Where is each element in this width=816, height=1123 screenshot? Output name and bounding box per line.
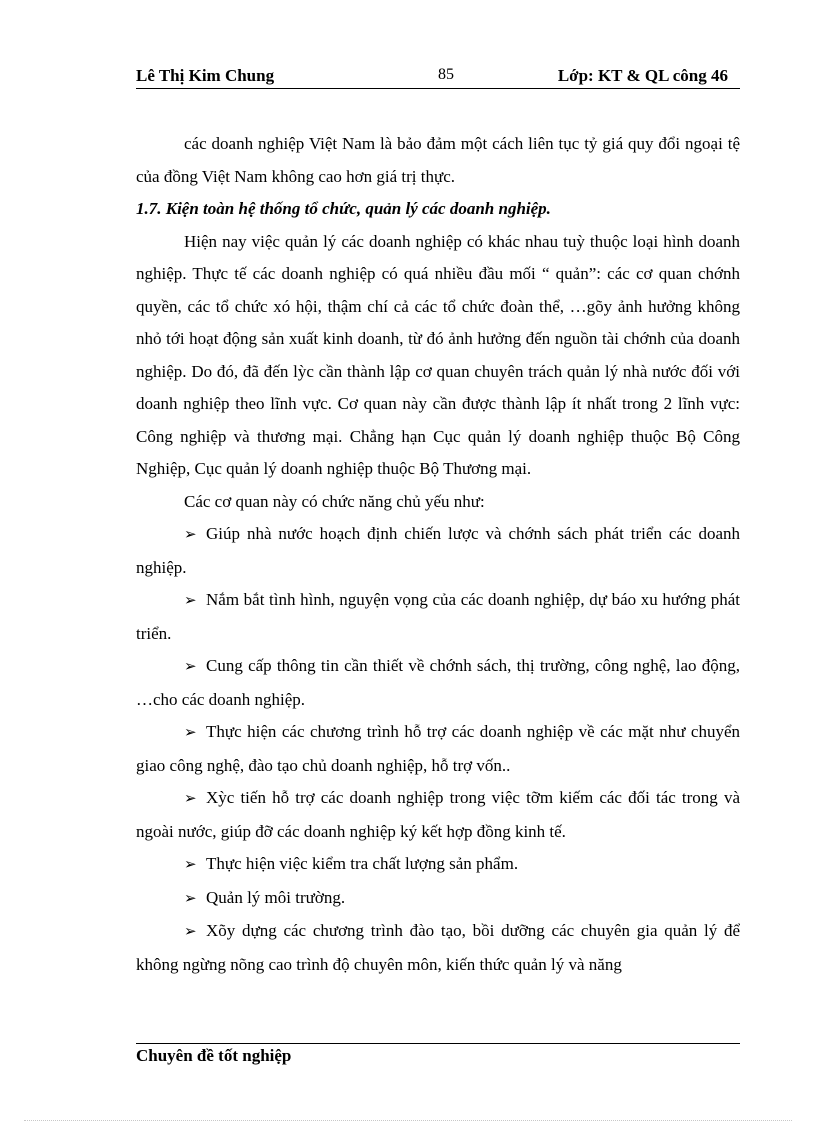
bullet-text: Cung cấp thông tin cần thiết về chớnh sách, thị trường, công nghệ, lao động, …cho các doanh nghiệp. [136,656,740,709]
section-heading: 1.7. Kiện toàn hệ thống tổ chức, quản lý các doanh nghiệp. [136,199,551,218]
page-number: 85 [438,66,454,83]
bullet-text: Quản lý môi trường. [206,887,346,907]
paragraph-main: Hiện nay việc quản lý các doanh nghiệp có khác nhau tuỳ thuộc loại hình doanh nghiệp. Thực tế các doanh nghiệp có quá nhiều đầu mối “ quản”: các cơ quan chớnh quyền, các tổ chức xó hội, thậm chí cả các tổ chức đoàn thể, …gõy ảnh hưởng không nhỏ tới hoạt động sản xuất kinh doanh, từ đó ảnh hưởng đến nguồn tài chớnh của doanh nghiệp. Do đó, đã đến lỳc cần thành lập cơ quan chuyên trách quản lý nhà nước đối với doanh nghiệp theo lĩnh vực. Cơ quan này cần được thành lập ít nhất trong 2 lĩnh vực: Công nghiệp và thương mại. Chẳng hạn Cục quản lý doanh nghiệp thuộc Bộ Công Nghiệp, Cục quản lý doanh nghiệp thuộc Bộ Thương mại. [136,231,740,478]
bullet-item [136,518,740,584]
page-bottom-border [24,1120,792,1121]
bullet-item [136,915,740,981]
paragraph-functions-intro: Các cơ quan này có chức năng chủ yếu như: [184,491,485,511]
arrowhead-bullet-icon: ➢ [184,890,197,907]
arrowhead-bullet-icon: ➢ [184,659,197,675]
header-divider [136,88,740,89]
arrowhead-bullet-icon: ➢ [184,593,197,609]
bullet-item [136,882,740,916]
bullet-item [136,584,740,650]
arrowhead-bullet-icon: ➢ [184,924,197,940]
bullet-text: Giúp nhà nước hoạch định chiến lược và chớnh sách phát triển các doanh nghiệp. [136,524,740,577]
header-author: Lê Thị Kim Chung [136,66,275,85]
bullet-text: Xõy dựng các chương trình đào tạo, bồi dưỡng các chuyên gia quản lý để không ngừng nõng cao trình độ chuyên môn, kiến thức quản lý và năng [136,921,740,974]
arrowhead-bullet-icon: ➢ [184,857,197,873]
bullet-text: Thực hiện việc kiểm tra chất lượng sản phẩm. [206,854,519,873]
bullet-item [136,650,740,716]
header-class-label: Lớp: KT & QL công 46 [557,66,728,85]
arrowhead-bullet-icon: ➢ [184,725,197,741]
paragraph-continuation: các doanh nghiệp Việt Nam là bảo đảm một cách liên tục tỷ giá quy đổi ngoại tệ của đồng Việt Nam không cao hơn giá trị thực. [136,134,740,186]
page-header [136,66,740,88]
footer-divider [136,1043,740,1044]
bullet-text: Xỳc tiến hỗ trợ các doanh nghiệp trong việc tỡm kiếm các đối tác trong và ngoài nước, giúp đỡ các doanh nghiệp ký kết hợp đồng kinh tế. [136,788,740,841]
bullet-item [136,848,740,882]
footer-title: Chuyên đề tốt nghiệp [136,1046,292,1065]
bullet-item [136,782,740,848]
bullet-text: Thực hiện các chương trình hỗ trợ các doanh nghiệp về các mặt như chuyển giao công nghệ, đào tạo chủ doanh nghiệp, hỗ trợ vốn.. [136,722,740,775]
bullet-item [136,716,740,782]
page-body [136,128,740,981]
arrowhead-bullet-icon: ➢ [184,527,197,543]
arrowhead-bullet-icon: ➢ [184,791,197,807]
bullet-text: Nắm bắt tình hình, nguyện vọng của các doanh nghiệp, dự báo xu hướng phát triển. [136,590,740,643]
